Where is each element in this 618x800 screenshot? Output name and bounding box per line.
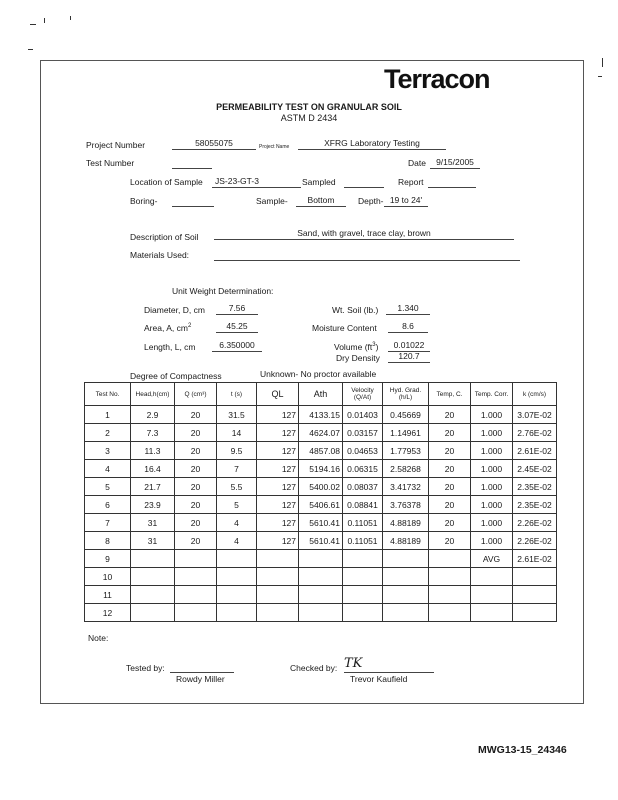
materials-label: Materials Used: — [130, 250, 190, 260]
table-cell — [131, 550, 175, 568]
table-row — [85, 496, 557, 514]
table-cell: 5.5 — [217, 478, 257, 496]
table-cell — [343, 604, 383, 622]
table-cell: 1.000 — [471, 460, 513, 478]
report-label: Report — [398, 177, 424, 187]
table-cell — [383, 568, 429, 586]
table-row — [85, 568, 557, 586]
table-row — [85, 442, 557, 460]
table-cell: 2.26E-02 — [513, 514, 557, 532]
table-cell — [257, 568, 299, 586]
table-cell — [299, 604, 343, 622]
table-cell: 4133.15 — [299, 406, 343, 424]
project-number-value: 58055075 — [172, 138, 256, 150]
scan-mark — [44, 18, 45, 23]
scan-mark — [70, 16, 71, 20]
table-cell: 1.000 — [471, 406, 513, 424]
table-cell: 3.41732 — [383, 478, 429, 496]
depth-value: 19 to 24' — [384, 195, 428, 207]
table-cell: 6 — [85, 496, 131, 514]
table-cell: 20 — [429, 460, 471, 478]
volume-label-text: Volume (ft — [334, 342, 373, 352]
table-cell: 31 — [131, 532, 175, 550]
table-cell: 2.35E-02 — [513, 496, 557, 514]
table-cell: 127 — [257, 424, 299, 442]
table-header-cell: Ath — [299, 383, 343, 406]
table-cell: 0.08037 — [343, 478, 383, 496]
wt-soil-label: Wt. Soil (lb.) — [332, 305, 379, 315]
table-cell: 0.01403 — [343, 406, 383, 424]
table-cell — [471, 604, 513, 622]
table-cell: 1.000 — [471, 496, 513, 514]
table-header-cell: t (s) — [217, 383, 257, 406]
project-name-label: Project Name — [259, 144, 290, 150]
table-cell — [217, 604, 257, 622]
table-cell: 1.000 — [471, 532, 513, 550]
length-label: Length, L, cm — [144, 342, 196, 352]
checked-by-signature: TK — [344, 656, 363, 671]
table-cell: 4624.07 — [299, 424, 343, 442]
table-cell: 0.45669 — [383, 406, 429, 424]
table-row — [85, 424, 557, 442]
tested-by-label: Tested by: — [126, 663, 165, 673]
table-row — [85, 478, 557, 496]
table-cell: 127 — [257, 460, 299, 478]
volume-label-end: ) — [375, 342, 379, 352]
company-logo: Terracon — [384, 64, 490, 94]
date-value: 9/15/2005 — [430, 157, 480, 169]
table-cell: 2.35E-02 — [513, 478, 557, 496]
table-cell: 127 — [257, 478, 299, 496]
scan-mark — [28, 49, 33, 50]
table-cell: 20 — [429, 406, 471, 424]
table-cell: 0.03157 — [343, 424, 383, 442]
table-cell: 2.26E-02 — [513, 532, 557, 550]
table-cell — [131, 568, 175, 586]
table-row — [85, 604, 557, 622]
table-cell: 127 — [257, 406, 299, 424]
table-cell — [343, 568, 383, 586]
table-cell: 11 — [85, 586, 131, 604]
compactness-value: Unknown- No proctor available — [260, 369, 377, 379]
table-cell: 20 — [175, 424, 217, 442]
dry-density-label: Dry Density — [336, 353, 380, 363]
table-cell: 127 — [257, 532, 299, 550]
table-cell: 4.88189 — [383, 514, 429, 532]
table-header-cell: QL — [257, 383, 299, 406]
table-header-cell: Velocity (Q/At) — [343, 383, 383, 406]
diameter-value: 7.56 — [216, 303, 258, 315]
dry-density-value: 120.7 — [388, 351, 430, 363]
table-cell: 1.000 — [471, 442, 513, 460]
table-cell: 127 — [257, 496, 299, 514]
table-cell — [299, 586, 343, 604]
project-number-label: Project Number — [86, 140, 146, 150]
sample-value: Bottom — [296, 195, 346, 207]
table-cell: 5194.16 — [299, 460, 343, 478]
scan-mark — [598, 76, 602, 77]
table-cell: 9.5 — [217, 442, 257, 460]
table-cell — [429, 586, 471, 604]
location-label: Location of Sample — [130, 177, 203, 187]
table-cell — [343, 586, 383, 604]
table-cell: 2.61E-02 — [513, 442, 557, 460]
tested-by-line — [170, 672, 234, 673]
area-label-text: Area, A, cm — [144, 323, 188, 333]
table-cell: 20 — [429, 424, 471, 442]
table-cell: 20 — [429, 478, 471, 496]
table-row — [85, 532, 557, 550]
table-cell: 0.04653 — [343, 442, 383, 460]
table-header-cell: Head,h(cm) — [131, 383, 175, 406]
table-cell: 7 — [217, 460, 257, 478]
unit-weight-heading: Unit Weight Determination: — [172, 286, 274, 296]
table-cell: AVG — [471, 550, 513, 568]
sampled-label: Sampled — [302, 177, 336, 187]
tested-by-name: Rowdy Miller — [176, 674, 225, 684]
table-cell: 16.4 — [131, 460, 175, 478]
form-title: PERMEABILITY TEST ON GRANULAR SOIL — [216, 102, 402, 112]
table-cell: 9 — [85, 550, 131, 568]
table-cell: 5610.41 — [299, 532, 343, 550]
table-cell: 12 — [85, 604, 131, 622]
table-cell: 1.14961 — [383, 424, 429, 442]
table-cell — [429, 568, 471, 586]
table-cell — [257, 604, 299, 622]
table-cell: 20 — [429, 442, 471, 460]
table-cell: 20 — [429, 496, 471, 514]
table-cell: 20 — [175, 496, 217, 514]
table-cell: 20 — [175, 532, 217, 550]
table-cell — [383, 586, 429, 604]
table-cell: 0.08841 — [343, 496, 383, 514]
table-cell: 7 — [85, 514, 131, 532]
table-header-cell: Temp, C. — [429, 383, 471, 406]
table-cell — [471, 586, 513, 604]
form-standard: ASTM D 2434 — [280, 113, 338, 123]
table-cell — [471, 568, 513, 586]
table-cell: 5610.41 — [299, 514, 343, 532]
table-cell: 2.58268 — [383, 460, 429, 478]
table-cell — [513, 604, 557, 622]
table-cell — [175, 604, 217, 622]
table-cell — [513, 586, 557, 604]
table-cell — [131, 604, 175, 622]
table-cell: 5 — [217, 496, 257, 514]
date-label: Date — [408, 158, 426, 168]
table-header-cell: Q (cm³) — [175, 383, 217, 406]
table-header-cell: k (cm/s) — [513, 383, 557, 406]
table-cell: 3 — [85, 442, 131, 460]
wt-soil-value: 1.340 — [386, 303, 430, 315]
table-cell: 21.7 — [131, 478, 175, 496]
table-header-row — [85, 383, 557, 406]
table-cell — [175, 568, 217, 586]
table-cell: 1.000 — [471, 514, 513, 532]
table-cell — [343, 550, 383, 568]
table-row — [85, 550, 557, 568]
table-row — [85, 460, 557, 478]
table-cell: 2 — [85, 424, 131, 442]
checked-by-line — [344, 672, 434, 673]
table-cell: 4857.08 — [299, 442, 343, 460]
table-cell: 20 — [175, 478, 217, 496]
scan-mark — [602, 58, 603, 67]
table-cell: 2.45E-02 — [513, 460, 557, 478]
table-cell: 1 — [85, 406, 131, 424]
compactness-label: Degree of Compactness — [130, 371, 222, 381]
table-cell: 127 — [257, 514, 299, 532]
table-cell — [383, 550, 429, 568]
table-cell: 20 — [175, 406, 217, 424]
moisture-value: 8.6 — [388, 321, 428, 333]
volume-label-sup: 3 — [372, 342, 376, 349]
sampled-value — [344, 176, 384, 188]
table-cell — [257, 586, 299, 604]
table-cell — [513, 568, 557, 586]
table-cell: 127 — [257, 442, 299, 460]
table-cell — [383, 604, 429, 622]
table-cell — [175, 550, 217, 568]
table-cell: 20 — [429, 532, 471, 550]
boring-value — [172, 195, 214, 207]
table-cell: 4 — [217, 532, 257, 550]
table-row — [85, 586, 557, 604]
table-row — [85, 406, 557, 424]
materials-value — [214, 249, 520, 261]
volume-label — [334, 342, 378, 352]
table-cell — [299, 550, 343, 568]
length-value: 6.350000 — [212, 340, 262, 352]
table-cell: 4 — [85, 460, 131, 478]
table-cell: 20 — [175, 460, 217, 478]
table-row — [85, 514, 557, 532]
table-cell: 5400.02 — [299, 478, 343, 496]
table-cell: 20 — [175, 442, 217, 460]
test-number-label: Test Number — [86, 158, 135, 168]
table-cell: 0.11051 — [343, 532, 383, 550]
moisture-label: Moisture Content — [312, 323, 377, 333]
table-cell — [131, 586, 175, 604]
location-value: JS-23-GT-3 — [212, 176, 301, 188]
permeability-table — [84, 382, 557, 622]
table-cell: 2.76E-02 — [513, 424, 557, 442]
volume-value: 0.01022 — [388, 340, 430, 352]
table-cell: 31 — [131, 514, 175, 532]
table-header-cell: Temp. Corr. — [471, 383, 513, 406]
table-cell: 3.07E-02 — [513, 406, 557, 424]
document-id: MWG13-15_24346 — [478, 744, 567, 756]
table-cell — [217, 586, 257, 604]
depth-label: Depth- — [358, 196, 384, 206]
table-cell — [429, 550, 471, 568]
table-cell: 1.77953 — [383, 442, 429, 460]
scan-mark — [30, 24, 36, 25]
project-name-value: XFRG Laboratory Testing — [298, 138, 446, 150]
description-label: Description of Soil — [130, 232, 199, 242]
test-number-value — [172, 157, 212, 169]
table-cell — [299, 568, 343, 586]
table-cell: 14 — [217, 424, 257, 442]
table-cell: 31.5 — [217, 406, 257, 424]
table-cell: 0.06315 — [343, 460, 383, 478]
table-cell: 2.9 — [131, 406, 175, 424]
area-label-sup: 2 — [187, 323, 192, 330]
table-cell: 1.000 — [471, 478, 513, 496]
table-cell: 20 — [429, 514, 471, 532]
description-value: Sand, with gravel, trace clay, brown — [214, 228, 514, 240]
table-cell: 0.11051 — [343, 514, 383, 532]
table-cell: 20 — [175, 514, 217, 532]
table-cell: 4.88189 — [383, 532, 429, 550]
sample-label: Sample- — [256, 196, 288, 206]
checked-by-label: Checked by: — [290, 663, 338, 673]
table-cell: 3.76378 — [383, 496, 429, 514]
table-cell: 5 — [85, 478, 131, 496]
table-header-cell: Hyd. Grad. (h/L) — [383, 383, 429, 406]
area-value: 45.25 — [216, 321, 258, 333]
table-cell — [175, 586, 217, 604]
table-cell — [429, 604, 471, 622]
table-cell: 5406.61 — [299, 496, 343, 514]
table-cell: 10 — [85, 568, 131, 586]
checked-by-name: Trevor Kaufield — [350, 674, 408, 684]
table-cell: 23.9 — [131, 496, 175, 514]
table-cell: 1.000 — [471, 424, 513, 442]
table-header-cell: Test No. — [85, 383, 131, 406]
table-cell: 4 — [217, 514, 257, 532]
table-cell — [217, 568, 257, 586]
report-value — [428, 176, 476, 188]
table-cell — [217, 550, 257, 568]
table-cell: 2.61E-02 — [513, 550, 557, 568]
table-cell: 8 — [85, 532, 131, 550]
table-cell: 7.3 — [131, 424, 175, 442]
note-label: Note: — [88, 633, 109, 643]
table-cell — [257, 550, 299, 568]
area-label — [144, 323, 191, 333]
table-cell: 11.3 — [131, 442, 175, 460]
boring-label: Boring- — [130, 196, 158, 206]
diameter-label: Diameter, D, cm — [144, 305, 205, 315]
